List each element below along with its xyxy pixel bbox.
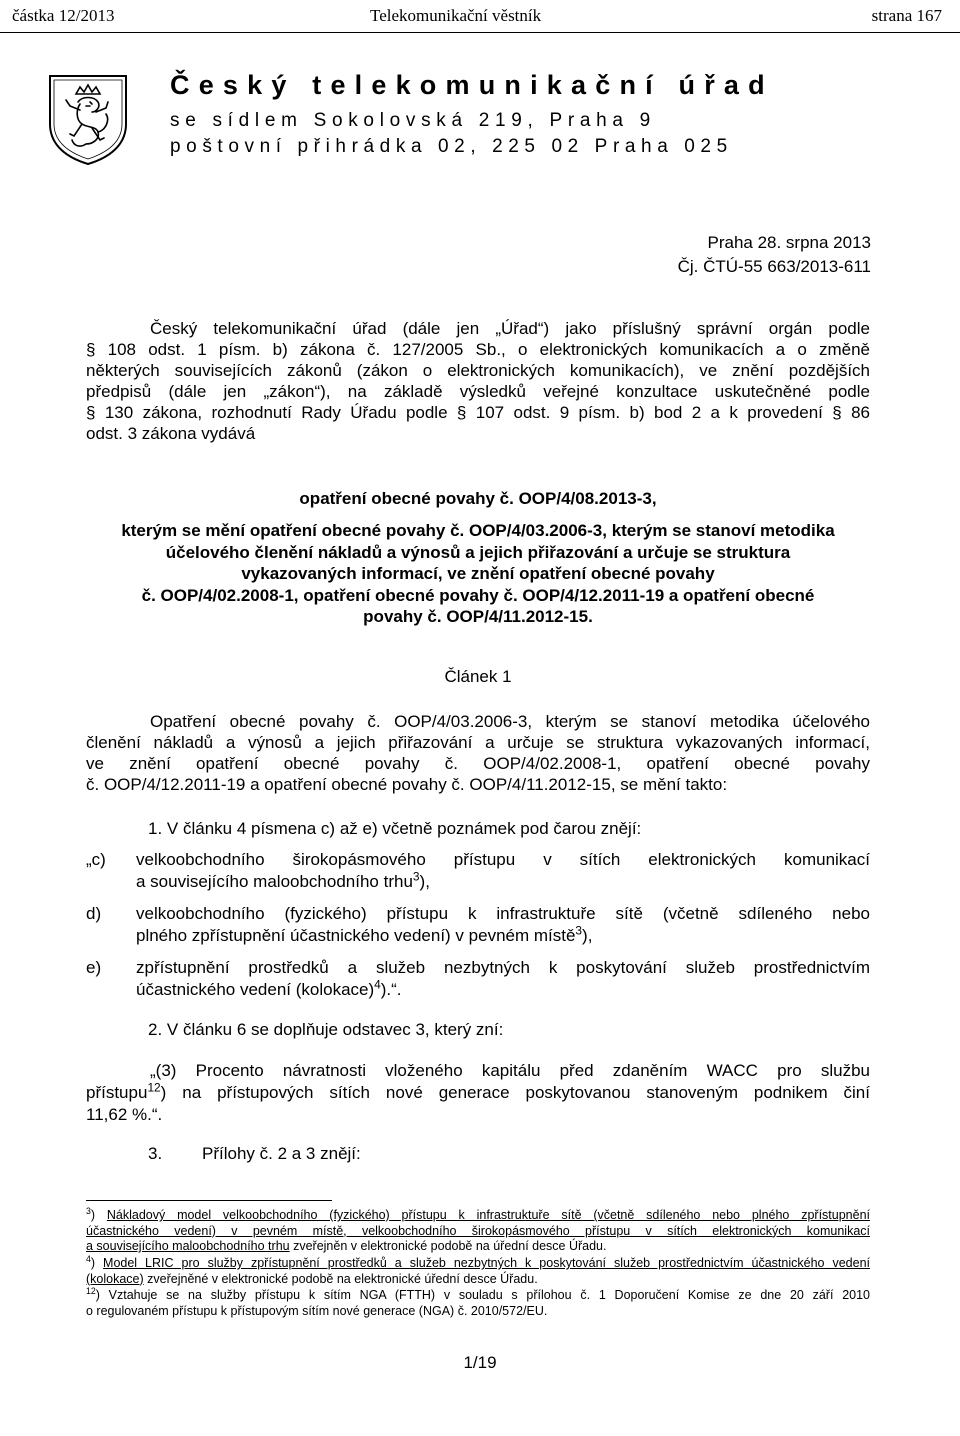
office-postbox: poštovní přihrádka 02, 225 02 Praha 025 [170, 136, 733, 157]
footnote-link[interactable]: účastnického vedení) v pevném místě, velkoobchodního širokopásmového přístupu v sítích elektronických komunikací [86, 1223, 870, 1238]
footnote-text: Vztahuje se na služby přístupu k sítím NGA (FTTH) v souladu s přílohou č. 1 Doporučení Komise ze dne 20 září 2010 [108, 1288, 871, 1302]
footnote-ref: 3 [575, 923, 583, 938]
quoted-paragraph [86, 1060, 870, 1126]
page-number: 1/19 [463, 1353, 497, 1372]
article-heading: Článek 1 [444, 667, 512, 686]
item-text-tail: ).“. [380, 980, 402, 999]
document-date: Praha 28. srpna 2013 [707, 233, 871, 252]
journal-title: Telekomunikační věstník [370, 6, 542, 25]
item-text-line: velkoobchodního širokopásmového přístupu v sítích elektronických komunikací [136, 850, 870, 869]
office-name: Český telekomunikační úřad [170, 70, 774, 100]
item-text-tail: ), [419, 872, 430, 891]
article-paragraph [86, 711, 870, 795]
list-item [86, 849, 870, 893]
item-label: e) [86, 958, 102, 977]
footnote-text: zveřejněn v elektronické podobě na úřední desce Úřadu. [293, 1239, 607, 1253]
running-header [0, 0, 960, 34]
coat-of-arms-icon [46, 72, 130, 166]
item-text-line: velkoobchodního (fyzického) přístupu k infrastruktuře sítě (včetně sdíleného nebo [136, 904, 870, 923]
point-text: Přílohy č. 2 a 3 znějí: [202, 1144, 361, 1163]
footnote-ref: 4 [374, 977, 381, 992]
amendment-point-3 [148, 1144, 361, 1164]
list-item [86, 903, 870, 947]
article-line: ve znění opatření obecné povahy č. OOP/4/02.2008-1, opatření obecné povahy [86, 754, 870, 773]
journal-page: strana 167 [871, 6, 942, 25]
measure-title: opatření obecné povahy č. OOP/4/08.2013-3, [299, 489, 657, 508]
footnote-12: $^{12}$) Vztahuje se na služby přístupu k sítím NGA (FTTH) v souladu s přílohou č. 1 Doporučení Komise ze dne 20 září 2010 o regulovaném přístupu k přístupovým sítím nové generace (NGA) č. 2010/572/EU. [86, 1285, 871, 1318]
footnote-link[interactable]: (kolokace) [86, 1271, 144, 1286]
intro-line: některých souvisejících zákonů (zákon o elektronických komunikacích), ve znění pozdějších [86, 361, 870, 380]
quote-line: přístupu [86, 1083, 148, 1102]
intro-line: Český telekomunikační úřad (dále jen „Úřad“) jako příslušný správní orgán podle [150, 319, 870, 338]
quote-line: „(3) Procento návratnosti vloženého kapitálu před zdaněním WACC pro službu [150, 1061, 870, 1080]
item-label: „c) [86, 850, 106, 869]
footnote-3: $^3$) Nákladový model velkoobchodního (fyzického) přístupu k infrastruktuře sítě (včetně sdíleného nebo plného zpřístupnění účastnického vedení) v pevném místě, velkoobchodního širokopásmového přístupu v sítích elektronických komunikací a souvisejícího maloobchodního trhu zveřejněn v elektronické podobě na úřední desce Úřadu. [86, 1205, 870, 1253]
footnote-mark: 4 [86, 1253, 91, 1264]
issue-number: částka 12/2013 [12, 6, 115, 25]
intro-line: předpisů (dále jen „zákon“), na základě výsledků veřejné konzultace uskutečněné podle [86, 382, 870, 401]
footnote-4: $^4$) Model LRIC pro služby zpřístupnění prostředků a služeb nezbytných k poskytování služeb prostřednictvím účastnického vedení (kolokace) zveřejněné v elektronické podobě na elektronické úřední desce Úřadu. [86, 1253, 870, 1286]
footnote-ref: 3 [412, 869, 420, 884]
item-text-line: a souvisejícího maloobchodního trhu [136, 872, 413, 891]
quote-line: 11,62 %.“. [86, 1105, 163, 1124]
item-text-line: zpřístupnění prostředků a služeb nezbytných k poskytování služeb prostřednictvím [136, 958, 870, 977]
subtitle-line: č. OOP/4/02.2008-1, opatření obecné povahy č. OOP/4/12.2011-19 a opatření obecné [141, 585, 815, 605]
article-line: č. OOP/4/12.2011-19 a opatření obecné povahy č. OOP/4/11.2012-15, se mění takto: [86, 775, 728, 794]
footnote-link[interactable]: Nákladový model velkoobchodního (fyzického) přístupu k infrastruktuře sítě (včetně sdíleného nebo plného zpřístupnění [106, 1208, 870, 1222]
item-text-line: účastnického vedení (kolokace) [136, 980, 375, 999]
subtitle-line: vykazovaných informací, ve znění opatření obecné povahy [241, 564, 715, 583]
item-text-line: plného zpřístupnění účastnického vedení) v pevném místě [136, 926, 576, 945]
list-item [86, 957, 870, 1001]
reference-number: Čj. ČTÚ-55 663/2013-611 [677, 257, 871, 276]
footnote-mark: 3 [86, 1205, 91, 1216]
header-rule [0, 32, 960, 33]
point-number: 3. [148, 1144, 163, 1163]
article-line: členění nákladů a výnosů a jejich přiřazování a určuje se struktura vykazovaných informací, [86, 733, 870, 752]
footnote-link[interactable]: a souvisejícího maloobchodního trhu [86, 1239, 290, 1253]
subtitle-line: povahy č. OOP/4/11.2012-15. [363, 607, 593, 626]
footnote-mark: 12 [86, 1285, 96, 1296]
footnote-text: o regulovaném přístupu k přístupovým sítím nové generace (NGA) č. 2010/572/EU. [86, 1303, 548, 1318]
footnote-link[interactable]: Model LRIC pro služby zpřístupnění prostředků a služeb nezbytných k poskytování služeb prostřednictvím účastnického vedení [103, 1256, 870, 1270]
office-address: se sídlem Sokolovská 219, Praha 9 [170, 110, 656, 131]
intro-line: § 108 odst. 1 písm. b) zákona č. 127/2005 Sb., o elektronických komunikacích a o změně [86, 340, 870, 359]
amendment-point-2: 2. V článku 6 se doplňuje odstavec 3, který zní: [148, 1020, 504, 1039]
footnote-text: zveřejněné v elektronické podobě na elektronické úřední desce Úřadu. [147, 1271, 538, 1286]
intro-line: odst. 3 zákona vydává [86, 424, 256, 443]
measure-subtitle [86, 520, 870, 628]
intro-line: § 130 zákona, rozhodnutí Rady Úřadu podle § 107 odst. 9 písm. b) bod 2 a k provedení § 86 [86, 403, 870, 422]
subtitle-line: účelového členění nákladů a výnosů a jejich přiřazování a určuje se struktura [165, 542, 791, 562]
quote-line-tail: ) na přístupových sítích nové generace poskytovanou stanoveným podnikem činí [160, 1083, 870, 1102]
item-text-tail: ), [582, 926, 593, 945]
intro-paragraph [86, 318, 870, 444]
subtitle-line: kterým se mění opatření obecné povahy č. OOP/4/03.2006-3, kterým se stanoví metodika [121, 521, 835, 540]
article-line: Opatření obecné povahy č. OOP/4/03.2006-3, kterým se stanoví metodika účelového [150, 712, 870, 731]
footnote-ref: 12 [147, 1080, 161, 1095]
footnote-rule [86, 1200, 332, 1201]
item-label: d) [86, 904, 102, 923]
amendment-point-1: 1. V článku 4 písmena c) až e) včetně poznámek pod čarou znějí: [148, 819, 642, 838]
